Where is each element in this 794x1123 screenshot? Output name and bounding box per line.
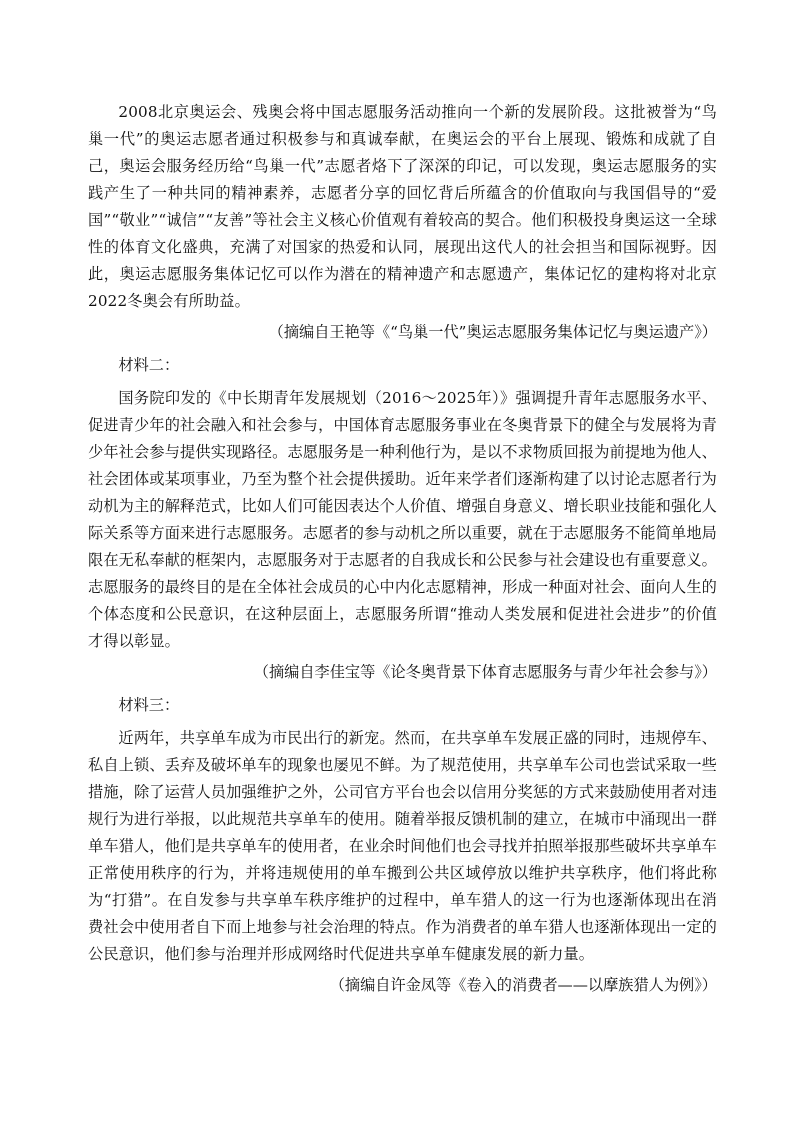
material-1-paragraph: 2008北京奥运会、残奥会将中国志愿服务活动推向一个新的发展阶段。这批被誉为“鸟巢一代”的奥运志愿者通过积极参与和真诚奉献，在奥运会的平台上展现、锻炼和成就了自己，奥运会服务经历给“鸟巢一代”志愿者烙下了深深的印记，可以发现，奥运志愿服务的实践产生了一种共同的精神素养，志愿者分享的回忆背后所蕴含的价值取向与我国倡导的“爱国”“敬业”“诚信”“友善”等社会主义核心价值观有着较高的契合。他们积极投身奥运这一全球性的体育文化盛典，充满了对国家的热爱和认同，展现出这代人的社会担当和国际视野。因此，奥运志愿服务集体记忆可以作为潜在的精神遗产和志愿遗产，集体记忆的建构将对北京2022冬奥会有所助益。 [88,103,717,310]
material-3-heading: 材料三： [118,696,180,714]
material-3-paragraph: 近两年，共享单车成为市民出行的新宠。然而，在共享单车发展正盛的同时，违规停车、私自上锁、丢弃及破坏单车的现象也屡见不鲜。为了规范使用，共享单车公司也尝试采取一些措施，除了运营人员加强维护之外，公司官方平台也会以信用分奖惩的方式来鼓励使用者对违规行为进行举报，以此规范共享单车的使用。随着举报反馈机制的建立，在城市中涌现出一群单车猎人，他们是共享单车的使用者，在业余时间他们也会寻找并拍照举报那些破坏共享单车正常使用秩序的行为，并将违规使用的单车搬到公共区域停放以维护共享秩序，他们将此称为“打猎”。在自发参与共享单车秩序维护的过程中，单车猎人的这一行为也逐渐体现出在消费社会中使用者自下而上地参与社会治理的特点。作为消费者的单车猎人也逐渐体现出一定的公民意识，他们参与治理并形成网络时代促进共享单车健康发展的新力量。 [88,729,717,963]
material-3-source: （摘编自许金凤等《卷入的消费者——以摩族猎人为例》） [329,976,717,994]
material-2-source: （摘编自李佳宝等《论冬奥背景下体育志愿服务与青少年社会参与》） [253,663,717,681]
material-1-source: （摘编自王艳等《“鸟巢一代”奥运志愿服务集体记忆与奥运遗产》） [268,323,717,341]
document-body [88,99,717,1005]
material-2-paragraph: 国务院印发的《中长期青年发展规划（2016～2025年）》强调提升青年志愿服务水平、促进青少年的社会融入和社会参与，中国体育志愿服务事业在冬奥背景下的健全与发展将为青少年社会参与提供实现路径。志愿服务是一种利他行为，是以不求物质回报为前提地为他人、社会团体或某项事业，乃至为整个社会提供援助。近年来学者们逐渐构建了以讨论志愿者行为动机为主的解释范式，比如人们可能因表达个人价值、增强自身意义、增长职业技能和强化人际关系等方面来进行志愿服务。志愿者的参与动机之所以重要，就在于志愿服务不能简单地局限在无私奉献的框架内，志愿服务对于志愿者的自我成长和公民参与社会建设也有重要意义。志愿服务的最终目的是在全体社会成员的心中内化志愿精神，形成一种面对社会、面向人生的个体态度和公民意识，在这种层面上，志愿服务所谓“推动人类发展和促进社会进步”的价值才得以彰显。 [88,389,717,650]
material-2-heading: 材料二： [118,356,180,374]
